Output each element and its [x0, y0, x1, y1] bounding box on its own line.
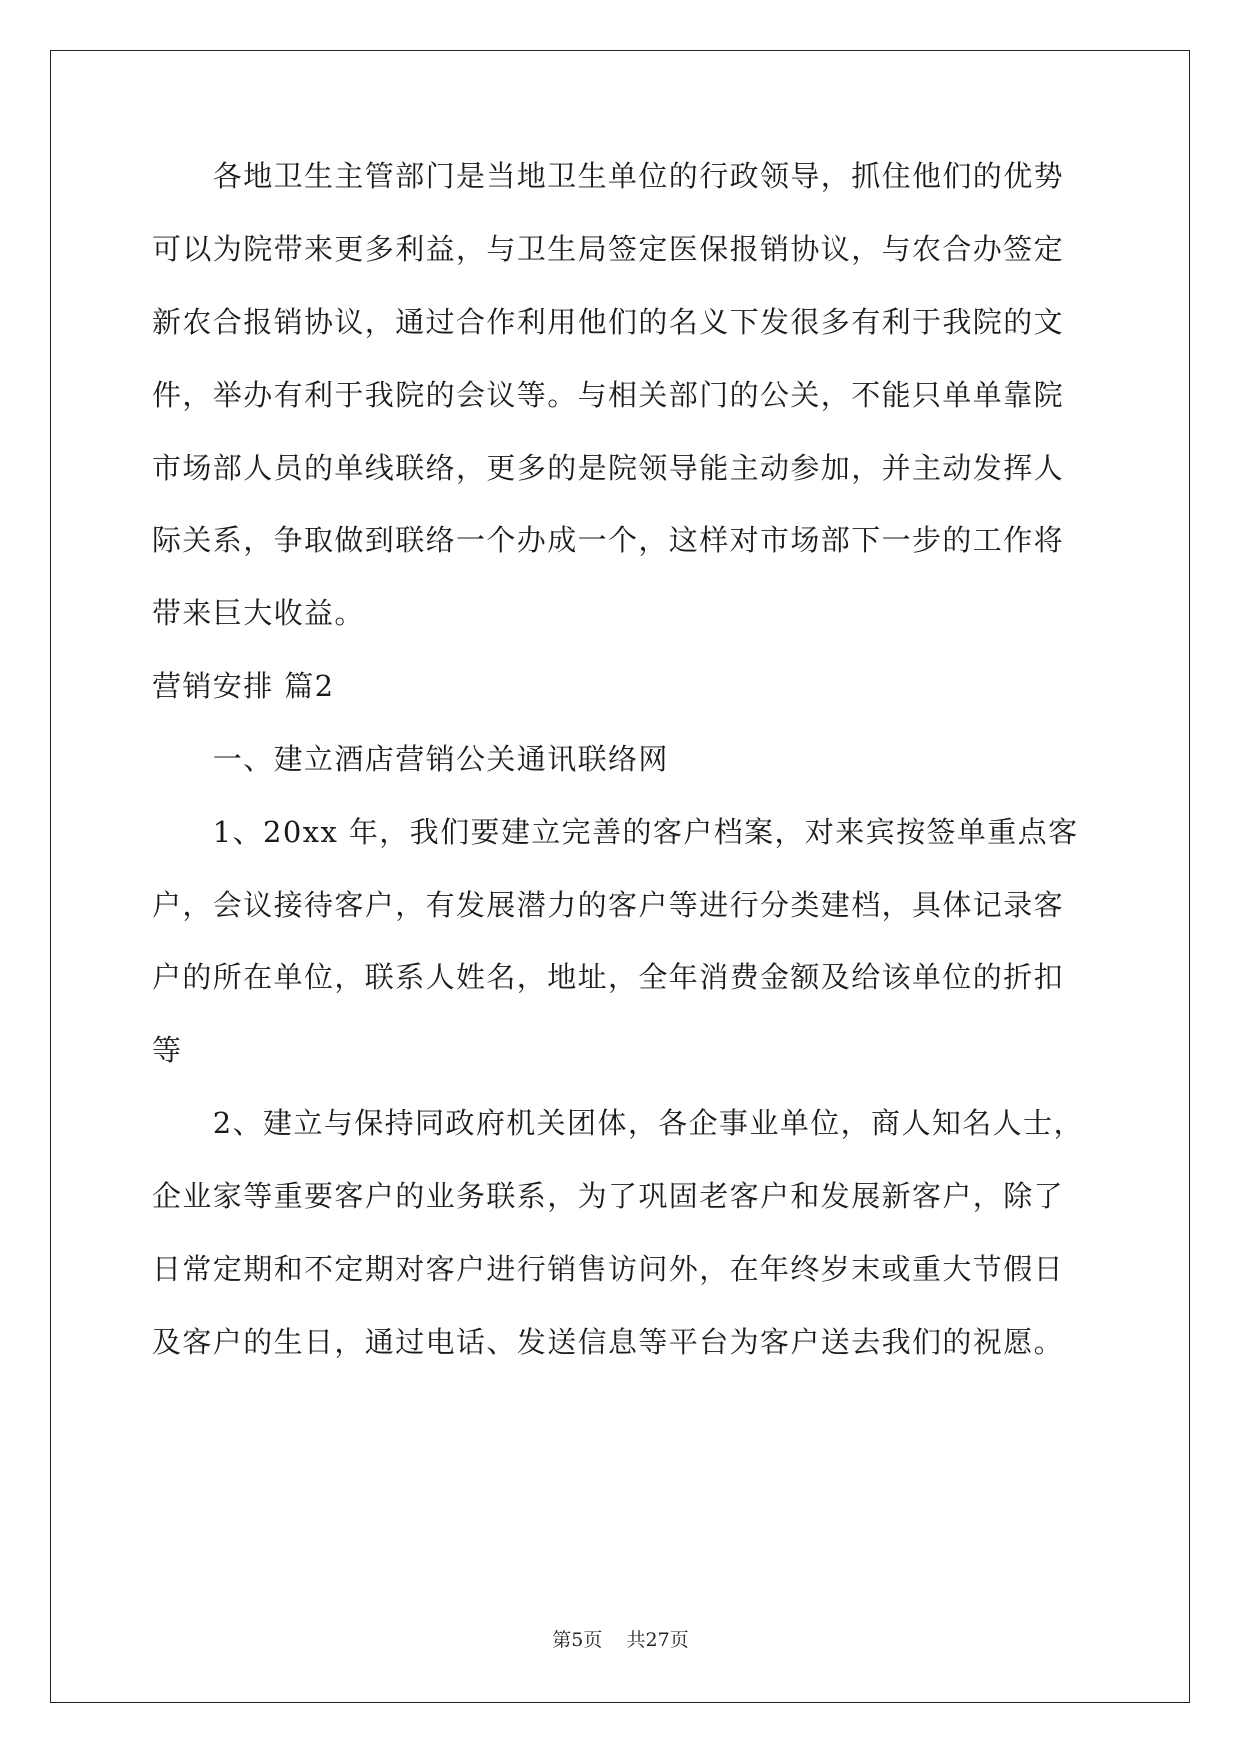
- section-heading: 营销安排 篇2: [152, 669, 335, 703]
- text-line: 际关系，争取做到联络一个办成一个，这样对市场部下一步的工作将: [152, 523, 1065, 557]
- text-line: 件，举办有利于我院的会议等。与相关部门的公关，不能只单单靠院: [152, 378, 1065, 412]
- text-line: 等: [152, 1033, 183, 1067]
- page-border: [50, 50, 1190, 1703]
- text-line: 及客户的生日，通过电话、发送信息等平台为客户送去我们的祝愿。: [152, 1325, 1065, 1359]
- text-line: 户，会议接待客户，有发展潜力的客户等进行分类建档，具体记录客: [152, 888, 1065, 922]
- text-line: 市场部人员的单线联络，更多的是院领导能主动参加，并主动发挥人: [152, 451, 1065, 485]
- page-total: 共27页: [626, 1629, 689, 1651]
- text-line: 日常定期和不定期对客户进行销售访问外，在年终岁末或重大节假日: [152, 1252, 1065, 1286]
- subheading: 一、建立酒店营销公关通讯联络网: [152, 742, 669, 776]
- text-line: 2、建立与保持同政府机关团体，各企事业单位，商人知名人士，: [152, 1106, 1084, 1140]
- text-line: 新农合报销协议，通过合作利用他们的名义下发很多有利于我院的文: [152, 305, 1065, 339]
- page-number: 第5页: [552, 1629, 603, 1651]
- text-line: 企业家等重要客户的业务联系，为了巩固老客户和发展新客户，除了: [152, 1179, 1065, 1213]
- text-line: 可以为院带来更多利益，与卫生局签定医保报销协议，与农合办签定: [152, 232, 1065, 266]
- text-line: 带来巨大收益。: [152, 596, 365, 630]
- page-footer: [0, 1625, 1241, 1652]
- text-line: 1、20xx 年，我们要建立完善的客户档案，对来宾按签单重点客: [152, 815, 1079, 849]
- text-line: 户的所在单位，联系人姓名，地址，全年消费金额及给该单位的折扣: [152, 960, 1065, 994]
- text-line: 各地卫生主管部门是当地卫生单位的行政领导，抓住他们的优势: [152, 159, 1065, 193]
